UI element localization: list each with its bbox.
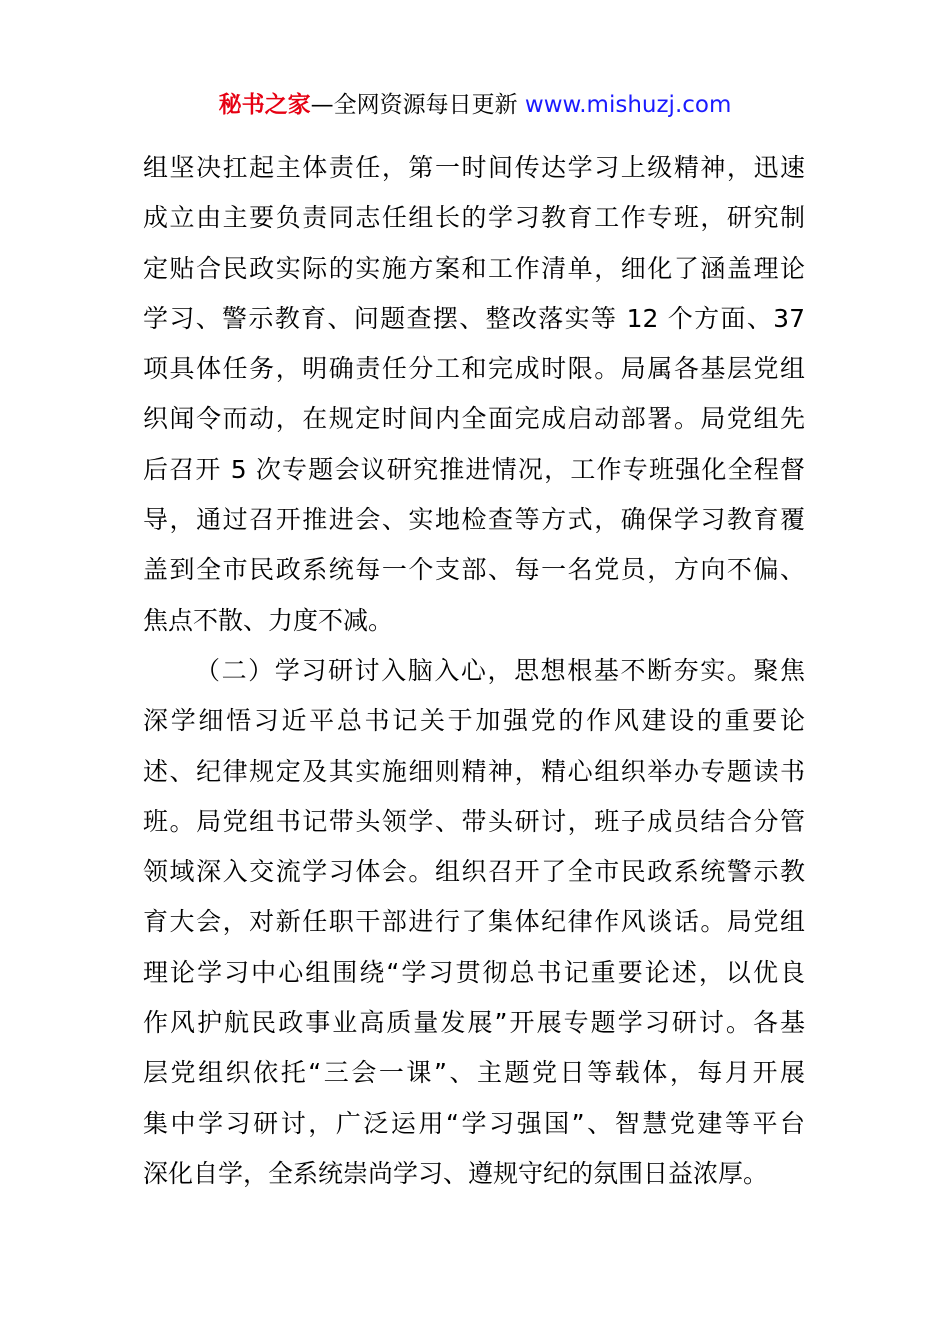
text-line: 导，通过召开推进会、实地检查等方式，确保学习教育覆 (143, 505, 805, 535)
text-line: 成立由主要负责同志任组长的学习教育工作专班，研究制 (143, 203, 805, 233)
text-line: 班。局党组书记带头领学、带头研讨，班子成员结合分管 (143, 806, 805, 836)
document-body (143, 143, 805, 1199)
paragraph-1 (143, 143, 805, 646)
text-line: 定贴合民政实际的实施方案和工作清单，细化了涵盖理论 (143, 253, 805, 283)
text-line: 领域深入交流学习体会。组织召开了全市民政系统警示教 (143, 857, 805, 887)
text-line: 深学细悟习近平总书记关于加强党的作风建设的重要论 (143, 706, 805, 736)
page-header (0, 88, 950, 122)
text-line: 理论学习中心组围绕“学习贯彻总书记重要论述，以优良 (143, 957, 805, 987)
text-line: （二）学习研讨入脑入心，思想根基不断夯实。聚焦 (195, 655, 805, 685)
text-line: 盖到全市民政系统每一个支部、每一名党员，方向不偏、 (143, 555, 805, 585)
text-line: 织闻令而动，在规定时间内全面完成启动部署。局党组先 (143, 404, 805, 434)
text-line: 述、纪律规定及其实施细则精神，精心组织举办专题读书 (143, 756, 805, 786)
text-line: 焦点不散、力度不减。 (143, 605, 394, 635)
text-line: 层党组织依托“三会一课”、主题党日等载体，每月开展 (143, 1058, 805, 1088)
site-url-link[interactable]: www.mishuzj.com (524, 92, 732, 118)
text-line: 深化自学，全系统崇尚学习、遵规守纪的氛围日益浓厚。 (143, 1158, 769, 1188)
brand-name: 秘书之家 (218, 92, 311, 118)
paragraph-2 (143, 646, 805, 1199)
text-line: 组坚决扛起主体责任，第一时间传达学习上级精神，迅速 (143, 153, 805, 182)
text-line: 育大会，对新任职干部进行了集体纪律作风谈话。局党组 (143, 907, 805, 937)
text-line: 学习、警示教育、问题查摆、整改落实等 12 个方面、37 (143, 303, 805, 333)
text-line: 作风护航民政事业高质量发展”开展专题学习研讨。各基 (143, 1008, 805, 1038)
header-tagline: —全网资源每日更新 (310, 92, 525, 118)
text-line: 集中学习研讨，广泛运用“学习强国”、智慧党建等平台 (143, 1108, 805, 1138)
text-line: 项具体任务，明确责任分工和完成时限。局属各基层党组 (143, 354, 805, 384)
text-line: 后召开 5 次专题会议研究推进情况，工作专班强化全程督 (143, 454, 805, 484)
